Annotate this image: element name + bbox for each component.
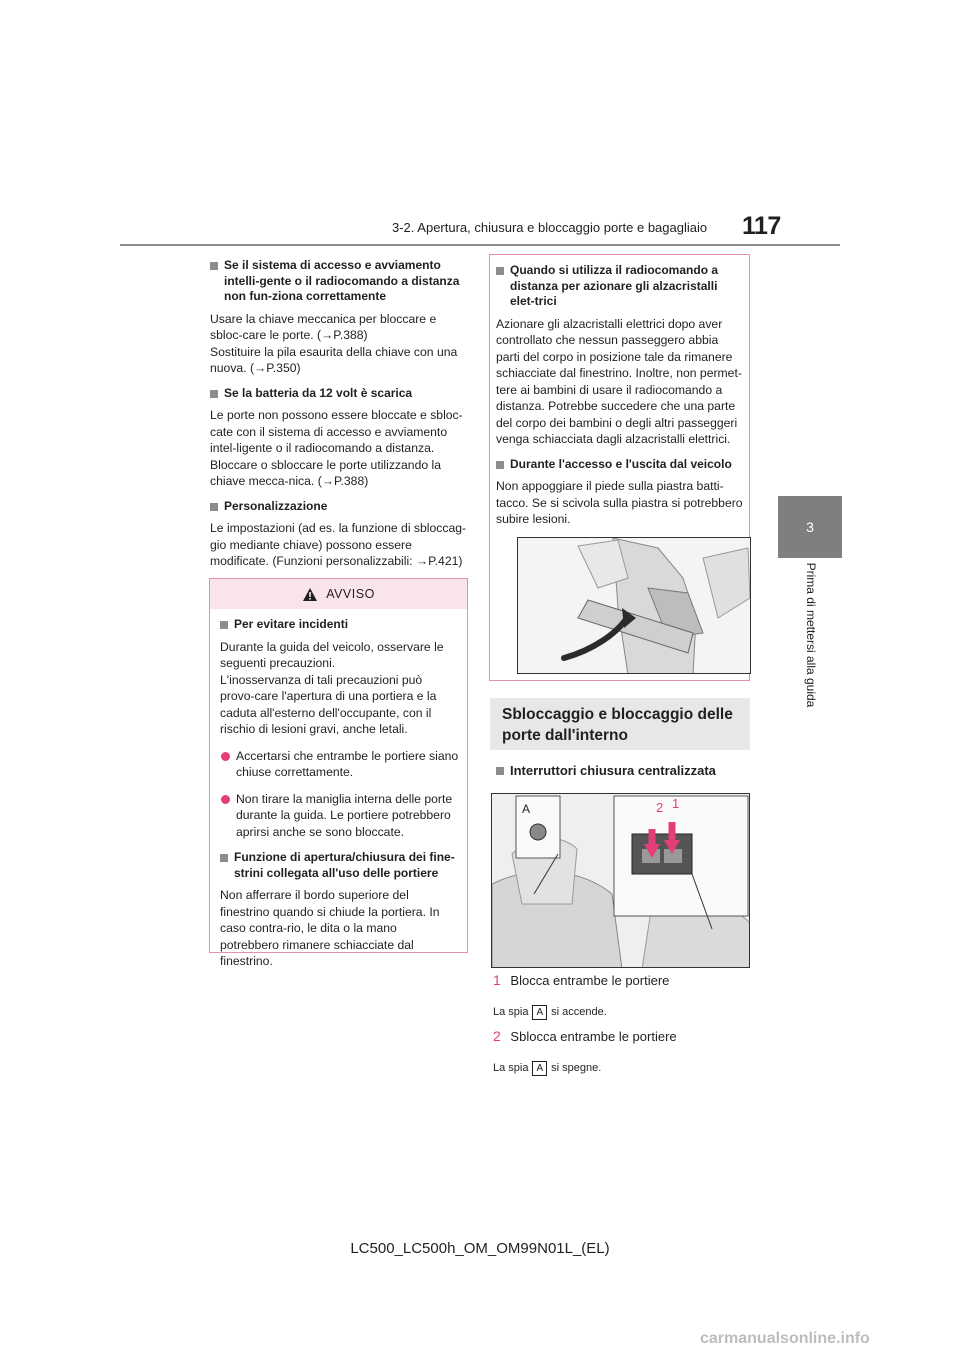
- note-para-remote: Azionare gli alzacristalli elettrici dopo aver controllato che nessun passeggero abbia parti del corpo in posizione tale da rimanere schiacciate dal finestrino. Inoltre, non permet-tere ai bambini di usare il radiocomando a distanza. Potrebbe succedere che una parte del corpo dei bambini o degli altri passeggeri venga schiacciata dagli alzacristalli elettrici.: [496, 316, 742, 446]
- door-sill-illustration: [517, 537, 751, 674]
- section-title-box: [490, 698, 750, 750]
- step-2-text: Sblocca entrambe le portiere: [510, 1029, 677, 1044]
- manual-code-footer: LC500_LC500h_OM_OM99N01L_(EL): [350, 1240, 610, 1257]
- warning-header: [210, 579, 467, 609]
- warning-heading-windows: Funzione di apertura/chiusura dei fine-strini collegata all'uso delle portiere: [220, 850, 459, 881]
- step-2-number: 2: [493, 1028, 501, 1044]
- note-para-entry: Non appoggiare il piede sulla piastra batti-tacco. Se si scivola sulla piastra si potrebbero subire lesioni.: [496, 479, 743, 526]
- warning-para-1: Durante la guida del veicolo, osservare le seguenti precauzioni.: [220, 639, 444, 670]
- heading-customization: Personalizzazione: [210, 499, 468, 515]
- warning-para-1b: L'inosservanza di tali precauzioni può provo-care l'apertura di una portiera e la caduta all'esterno dell'occupante, con il rischio di lesioni gravi, anche letali.: [220, 672, 437, 736]
- figure-label-2: 2: [656, 800, 664, 815]
- step-1-note-pre: La spia: [493, 1006, 529, 1018]
- warning-para-2: Non afferrare il bordo superiore del finestrino quando si chiude la portiera. In caso contra-rio, le dita o la mano potrebbero rimanere schiacciate dal finestrino.: [220, 888, 440, 968]
- step-1-number: 1: [493, 972, 501, 988]
- note-heading-remote: Quando si utilizza il radiocomando a distanza per azionare gli alzacristalli elet-trici: [496, 263, 744, 310]
- figure-label-a: A: [522, 802, 531, 816]
- page-number: 117: [742, 212, 781, 240]
- central-locking-illustration: [491, 793, 750, 968]
- section-breadcrumb: 3-2. Apertura, chiusura e bloccaggio porte e bagagliaio: [392, 220, 708, 235]
- step-2-note: [493, 1061, 601, 1076]
- warning-triangle-icon: [302, 587, 318, 602]
- step-1: [493, 972, 669, 988]
- warning-heading-accidents: Per evitare incidenti: [220, 617, 459, 633]
- step-1-text: Blocca entrambe le portiere: [510, 973, 670, 988]
- indicator-badge: A: [532, 1061, 547, 1076]
- paragraph-key-failure-2: Sostituire la pila esaurita della chiave con una nuova. (→P.350): [210, 344, 458, 375]
- warning-box: [209, 578, 468, 968]
- step-2-note-pre: La spia: [493, 1062, 529, 1074]
- header-divider: [120, 244, 840, 246]
- watermark: carmanualsonline.info: [700, 1330, 870, 1347]
- warning-bullet-2: Non tirare la maniglia interna delle porte durante la guida. Le portiere potrebbero aprirsi anche se sono bloccate.: [220, 791, 459, 841]
- paragraph-battery: Le porte non possono essere bloccate e sbloc-cate con il sistema di accesso e avviamento intel-ligente o il radiocomando a distanza. Bloccare o sbloccare le porte utilizzando la chiave mecca-nica. (→P.388): [210, 408, 463, 488]
- step-2-note-post: si spegne.: [551, 1062, 602, 1074]
- chapter-title: Prima di mettersi alla guida: [804, 562, 818, 708]
- section-title-line1: Sbloccaggio e bloccaggio delle: [502, 706, 733, 723]
- right-column: [496, 263, 744, 528]
- heading-battery: Se la batteria da 12 volt è scarica: [210, 386, 468, 402]
- warning-title: AVVISO: [326, 586, 375, 601]
- chapter-tab[interactable]: 3: [778, 496, 842, 558]
- step-1-note: [493, 1005, 607, 1020]
- heading-key-failure: Se il sistema di accesso e avviamento intelli-gente o il radiocomando a distanza non fun-ziona correttamente: [210, 258, 468, 305]
- figure-label-1: 1: [672, 796, 680, 811]
- note-heading-entry: Durante l'accesso e l'uscita dal veicolo: [496, 457, 744, 473]
- warning-bullet-1: Accertarsi che entrambe le portiere siano chiuse correttamente.: [220, 748, 459, 781]
- section-title-line2: porte dall'interno: [502, 727, 628, 744]
- chapter-title-vertical: [736, 560, 886, 710]
- paragraph-customization: Le impostazioni (ad es. la funzione di sbloccag-gio mediante chiave) possono essere modificate. (Funzioni personalizzabili: →P.421): [210, 521, 467, 568]
- indicator-badge: A: [532, 1005, 547, 1020]
- paragraph-key-failure-1: Usare la chiave meccanica per bloccare e sbloc-care le porte. (→P.388): [210, 311, 437, 342]
- left-column: [210, 258, 468, 570]
- step-1-note-post: si accende.: [551, 1006, 607, 1018]
- subheading-central-lock: Interruttori chiusura centralizzata: [496, 763, 960, 779]
- step-2: [493, 1028, 677, 1044]
